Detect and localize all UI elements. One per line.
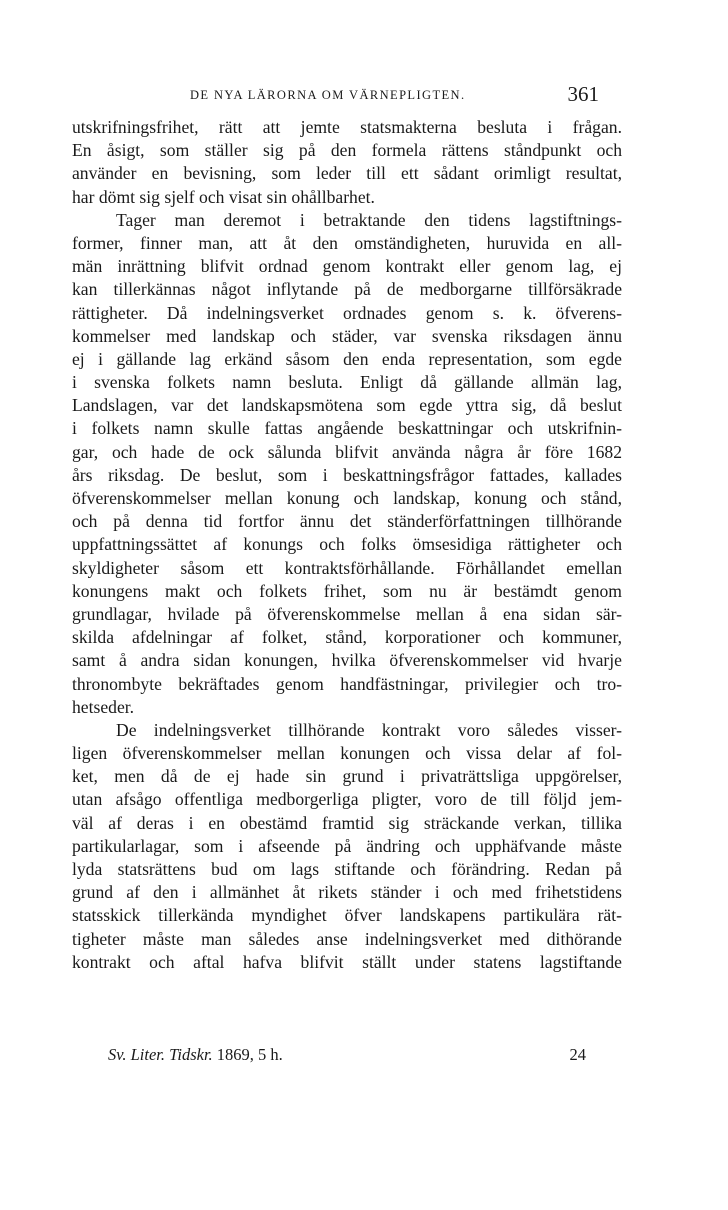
text-line: skilda afdelningar af folket, stånd, korporationer och kommuner, xyxy=(72,627,622,648)
text-line: De indelningsverket tillhörande kontrakt voro således visser- xyxy=(116,719,622,740)
text-line: kan tillerkännas något inflytande på de medborgarne tillförsäkrade xyxy=(72,279,622,300)
text-line: hetseder. xyxy=(72,696,135,717)
text-line: grundlagar, hvilade på öfverenskommelse mellan å ena sidan sär- xyxy=(72,603,622,624)
text-line: samt å andra sidan konungen, hvilka öfverenskommelser vid hvarje xyxy=(72,650,622,671)
text-line: uppfattningssättet af konungs och folks ömsesidiga rättigheter och xyxy=(72,534,622,555)
text-line: utan afsågo offentliga medborgerliga pligter, voro de till följd jem- xyxy=(72,789,622,810)
text-line: partikularlagar, som i afseende på ändring och upphäfvande måste xyxy=(72,835,622,856)
signature-mark xyxy=(108,1045,283,1065)
text-line: använder en bevisning, som leder till ett sådant orimligt resultat, xyxy=(72,163,622,184)
text-line: gar, och hade de ock sålunda blifvit använda några år före 1682 xyxy=(72,441,622,462)
text-line: väl af deras i en obestämd framtid sig sträckande verkan, tillika xyxy=(72,812,622,833)
journal-volume: 1869, 5 h. xyxy=(216,1045,283,1064)
text-line: skyldigheter såsom ett kontraktsförhållande. Förhållandet emellan xyxy=(72,557,622,578)
text-line: konungens makt och folkets frihet, som nu är bestämdt genom xyxy=(72,580,622,601)
text-line: öfverenskommelser mellan konung och landskap, konung och stånd, xyxy=(72,488,622,508)
text-line: i svenska folkets namn besluta. Enligt då gällande allmän lag, xyxy=(72,372,622,393)
text-line: kontrakt och aftal hafva blifvit ställt under statens lagstiftande xyxy=(72,951,622,972)
running-title: DE NYA LÄRORNA OM VÄRNEPLIGTEN. xyxy=(190,88,466,102)
text-line: utskrifningsfrihet, rätt att jemte statsmakterna besluta i frågan. xyxy=(72,117,622,137)
text-line: En åsigt, som ställer sig på den formela rättens ståndpunkt och xyxy=(72,140,622,161)
page-footer xyxy=(108,1045,586,1069)
page-number: 361 xyxy=(567,82,599,106)
text-line: ket, men då de ej hade sin grund i privaträttsliga uppgörelser, xyxy=(72,766,622,787)
text-line: män inrättning blifvit ordnad genom kontrakt eller genom lag, ej xyxy=(72,256,622,277)
body-text xyxy=(72,116,622,974)
text-line: kommelser med landskap och städer, var svenska riksdagen ännu xyxy=(72,325,622,346)
text-line: och på denna tid fortfor ännu det ständerförfattningen tillhörande xyxy=(72,511,622,532)
text-line: Landslagen, var det landskapsmötena som egde yttra sig, då beslut xyxy=(72,395,622,416)
text-line: har dömt sig sjelf och visat sin ohållbarhet. xyxy=(72,186,375,207)
text-line: grund af den i allmänhet åt rikets ständer i och med frihetstidens xyxy=(72,882,622,903)
text-line: lyda statsrättens bud om lags stiftande och förändring. Redan på xyxy=(72,859,622,879)
text-line: tigheter måste man således anse indelningsverket med dithörande xyxy=(72,928,622,949)
text-line: statsskick tillerkända myndighet öfver landskapens partikulära rät- xyxy=(72,905,622,926)
text-line: Tager man deremot i betraktande den tidens lagstiftnings- xyxy=(116,209,622,230)
text-line: former, finner man, att åt den omständigheten, huruvida en all- xyxy=(72,232,622,253)
running-head xyxy=(72,82,657,106)
text-line: rättigheter. Då indelningsverket ordnades genom s. k. öfverens- xyxy=(72,302,622,323)
text-line: ligen öfverenskommelser mellan konungen och vissa delar af fol- xyxy=(72,743,622,764)
journal-abbreviation: Sv. Liter. Tidskr. xyxy=(108,1045,213,1064)
text-line: års riksdag. De beslut, som i beskattningsfrågor fattades, kallades xyxy=(72,464,622,485)
text-line: thronombyte bekräftades genom handfästningar, privilegier och tro- xyxy=(72,673,622,694)
text-line: ej i gällande lag erkänd såsom den enda representation, som egde xyxy=(72,348,622,369)
sheet-number: 24 xyxy=(569,1045,586,1064)
text-line: i folkets namn skulle fattas angående beskattningar och utskrifnin- xyxy=(72,418,622,439)
